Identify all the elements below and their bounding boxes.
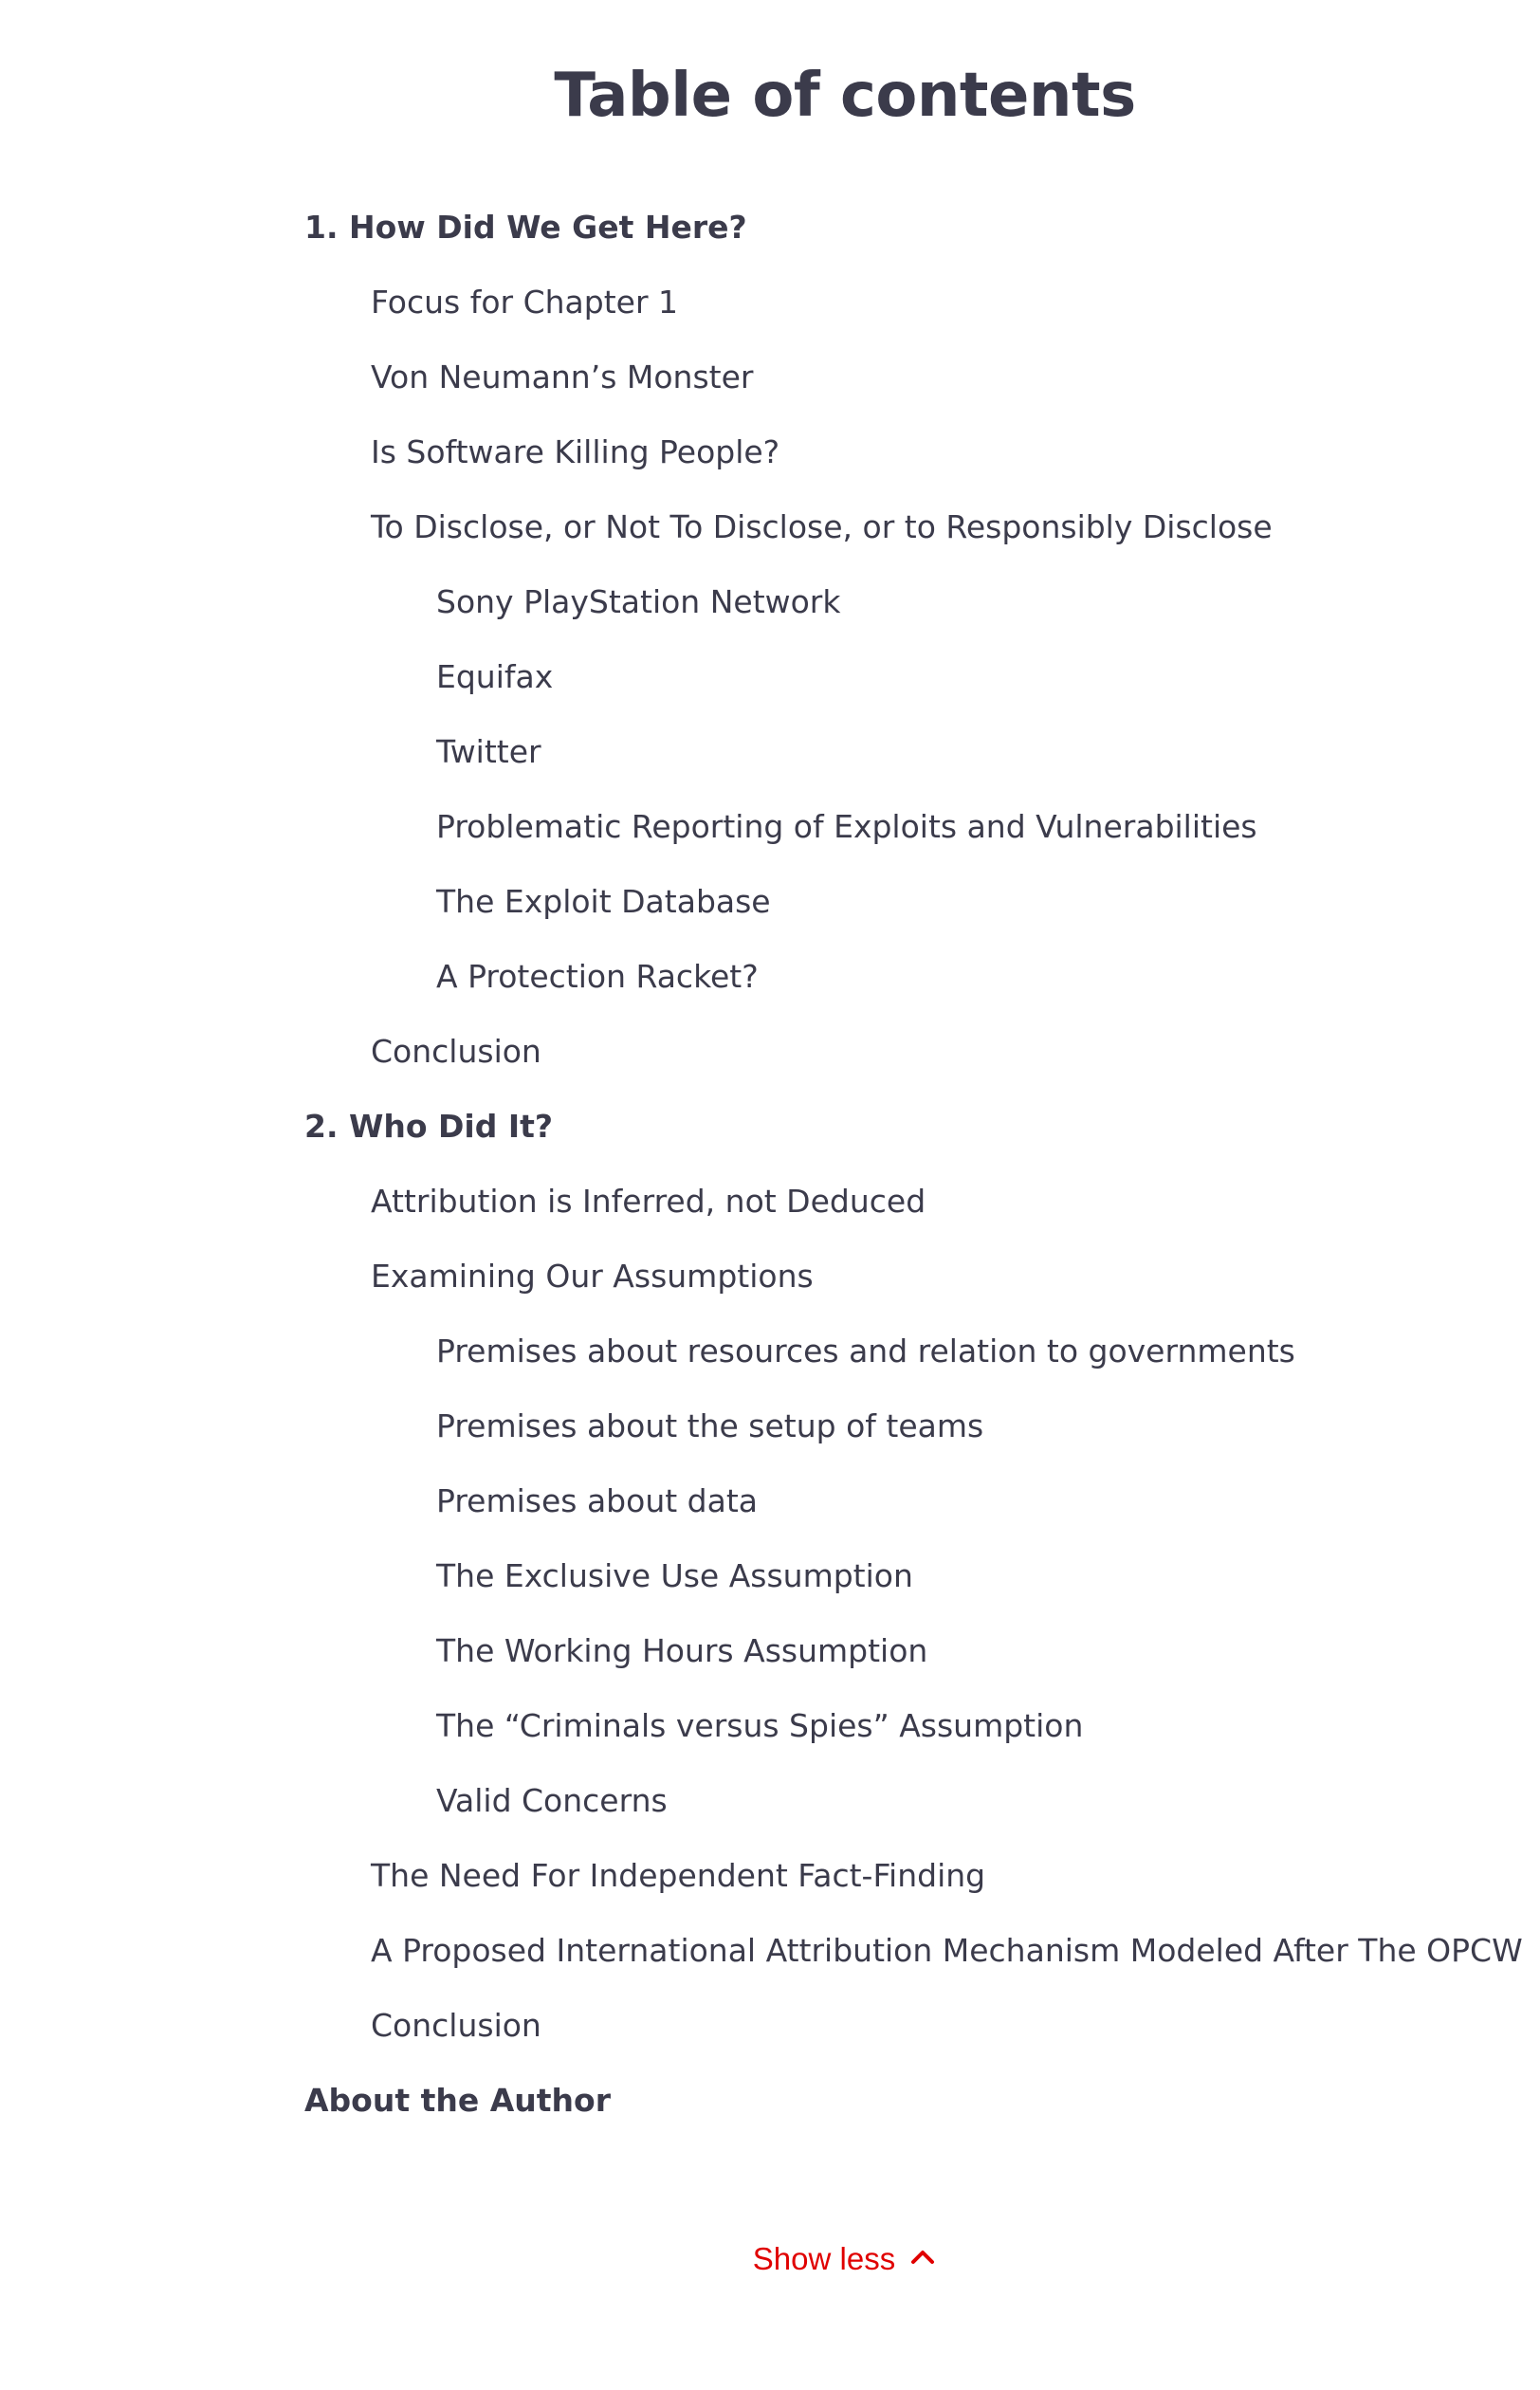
toc-chapter[interactable]: [0, 2063, 1540, 2138]
toc-subsection[interactable]: [0, 1314, 1540, 1388]
toc-item-label: About the Author: [304, 2082, 611, 2119]
toc-item-label: Sony PlayStation Network: [436, 583, 841, 620]
toc-section[interactable]: [0, 1838, 1540, 1913]
toc-section[interactable]: [0, 1164, 1540, 1239]
toc-item-label: Conclusion: [371, 1033, 541, 1070]
toc-item-label: The Need For Independent Fact-Finding: [371, 1857, 986, 1894]
toc-section[interactable]: [0, 1988, 1540, 2063]
toc-item-label: The Exclusive Use Assumption: [436, 1557, 913, 1594]
toc-subsection[interactable]: [0, 639, 1540, 714]
toc-subsection[interactable]: [0, 939, 1540, 1014]
toc-item-label: Premises about data: [436, 1482, 758, 1519]
toc-subsection[interactable]: [0, 714, 1540, 789]
toc-item-label: Attribution is Inferred, not Deduced: [371, 1183, 926, 1220]
toc-chapter[interactable]: [0, 1089, 1540, 1164]
toc-subsection[interactable]: [0, 1763, 1540, 1838]
toc-item-label: The Exploit Database: [436, 883, 771, 920]
toc-item-label: The “Criminals versus Spies” Assumption: [436, 1707, 1084, 1744]
toc-item-label: The Working Hours Assumption: [436, 1632, 928, 1669]
toc-item-label: Valid Concerns: [436, 1782, 668, 1819]
toc-subsection[interactable]: [0, 1388, 1540, 1463]
toc-list: [0, 190, 1540, 2138]
toc-subsection[interactable]: [0, 1688, 1540, 1763]
toc-item-label: Focus for Chapter 1: [371, 284, 679, 321]
toc-chapter[interactable]: [0, 190, 1540, 265]
toc-item-label: Premises about resources and relation to governments: [436, 1333, 1295, 1370]
toc-subsection[interactable]: [0, 1613, 1540, 1688]
toc-item-label: Examining Our Assumptions: [371, 1258, 814, 1295]
toc-section[interactable]: [0, 489, 1540, 564]
toc-item-label: Premises about the setup of teams: [436, 1407, 984, 1444]
toc-item-label: Equifax: [436, 658, 554, 695]
page-title: Table of contents: [554, 61, 1136, 131]
toc-section[interactable]: [0, 265, 1540, 340]
toc-item-label: Twitter: [436, 733, 541, 770]
toc-section[interactable]: [0, 1014, 1540, 1089]
toc-item-label: Problematic Reporting of Exploits and Vulnerabilities: [436, 808, 1257, 845]
toc-subsection[interactable]: [0, 864, 1540, 939]
toc-item-label: Von Neumann’s Monster: [371, 358, 754, 395]
show-less-button[interactable]: [0, 2231, 1540, 2288]
toc-section[interactable]: [0, 414, 1540, 489]
toc-section[interactable]: [0, 1239, 1540, 1314]
toc-subsection[interactable]: [0, 789, 1540, 864]
toc-item-label: 2. Who Did It?: [304, 1108, 554, 1145]
toc-subsection[interactable]: [0, 1463, 1540, 1538]
toc-item-label: 1. How Did We Get Here?: [304, 209, 747, 246]
toc-item-label: A Protection Racket?: [436, 958, 759, 995]
toc-section[interactable]: [0, 1913, 1540, 1988]
toc-section[interactable]: [0, 340, 1540, 414]
toc-item-label: To Disclose, or Not To Disclose, or to Responsibly Disclose: [371, 508, 1273, 545]
chevron-up-icon: [908, 2243, 937, 2271]
show-less-label: Show less: [752, 2241, 896, 2276]
toc-subsection[interactable]: [0, 1538, 1540, 1613]
toc-item-label: Is Software Killing People?: [371, 433, 780, 470]
toc-item-label: A Proposed International Attribution Mechanism Modeled After The OPCW: [371, 1932, 1523, 1969]
toc-item-label: Conclusion: [371, 2007, 541, 2044]
toc-subsection[interactable]: [0, 564, 1540, 639]
